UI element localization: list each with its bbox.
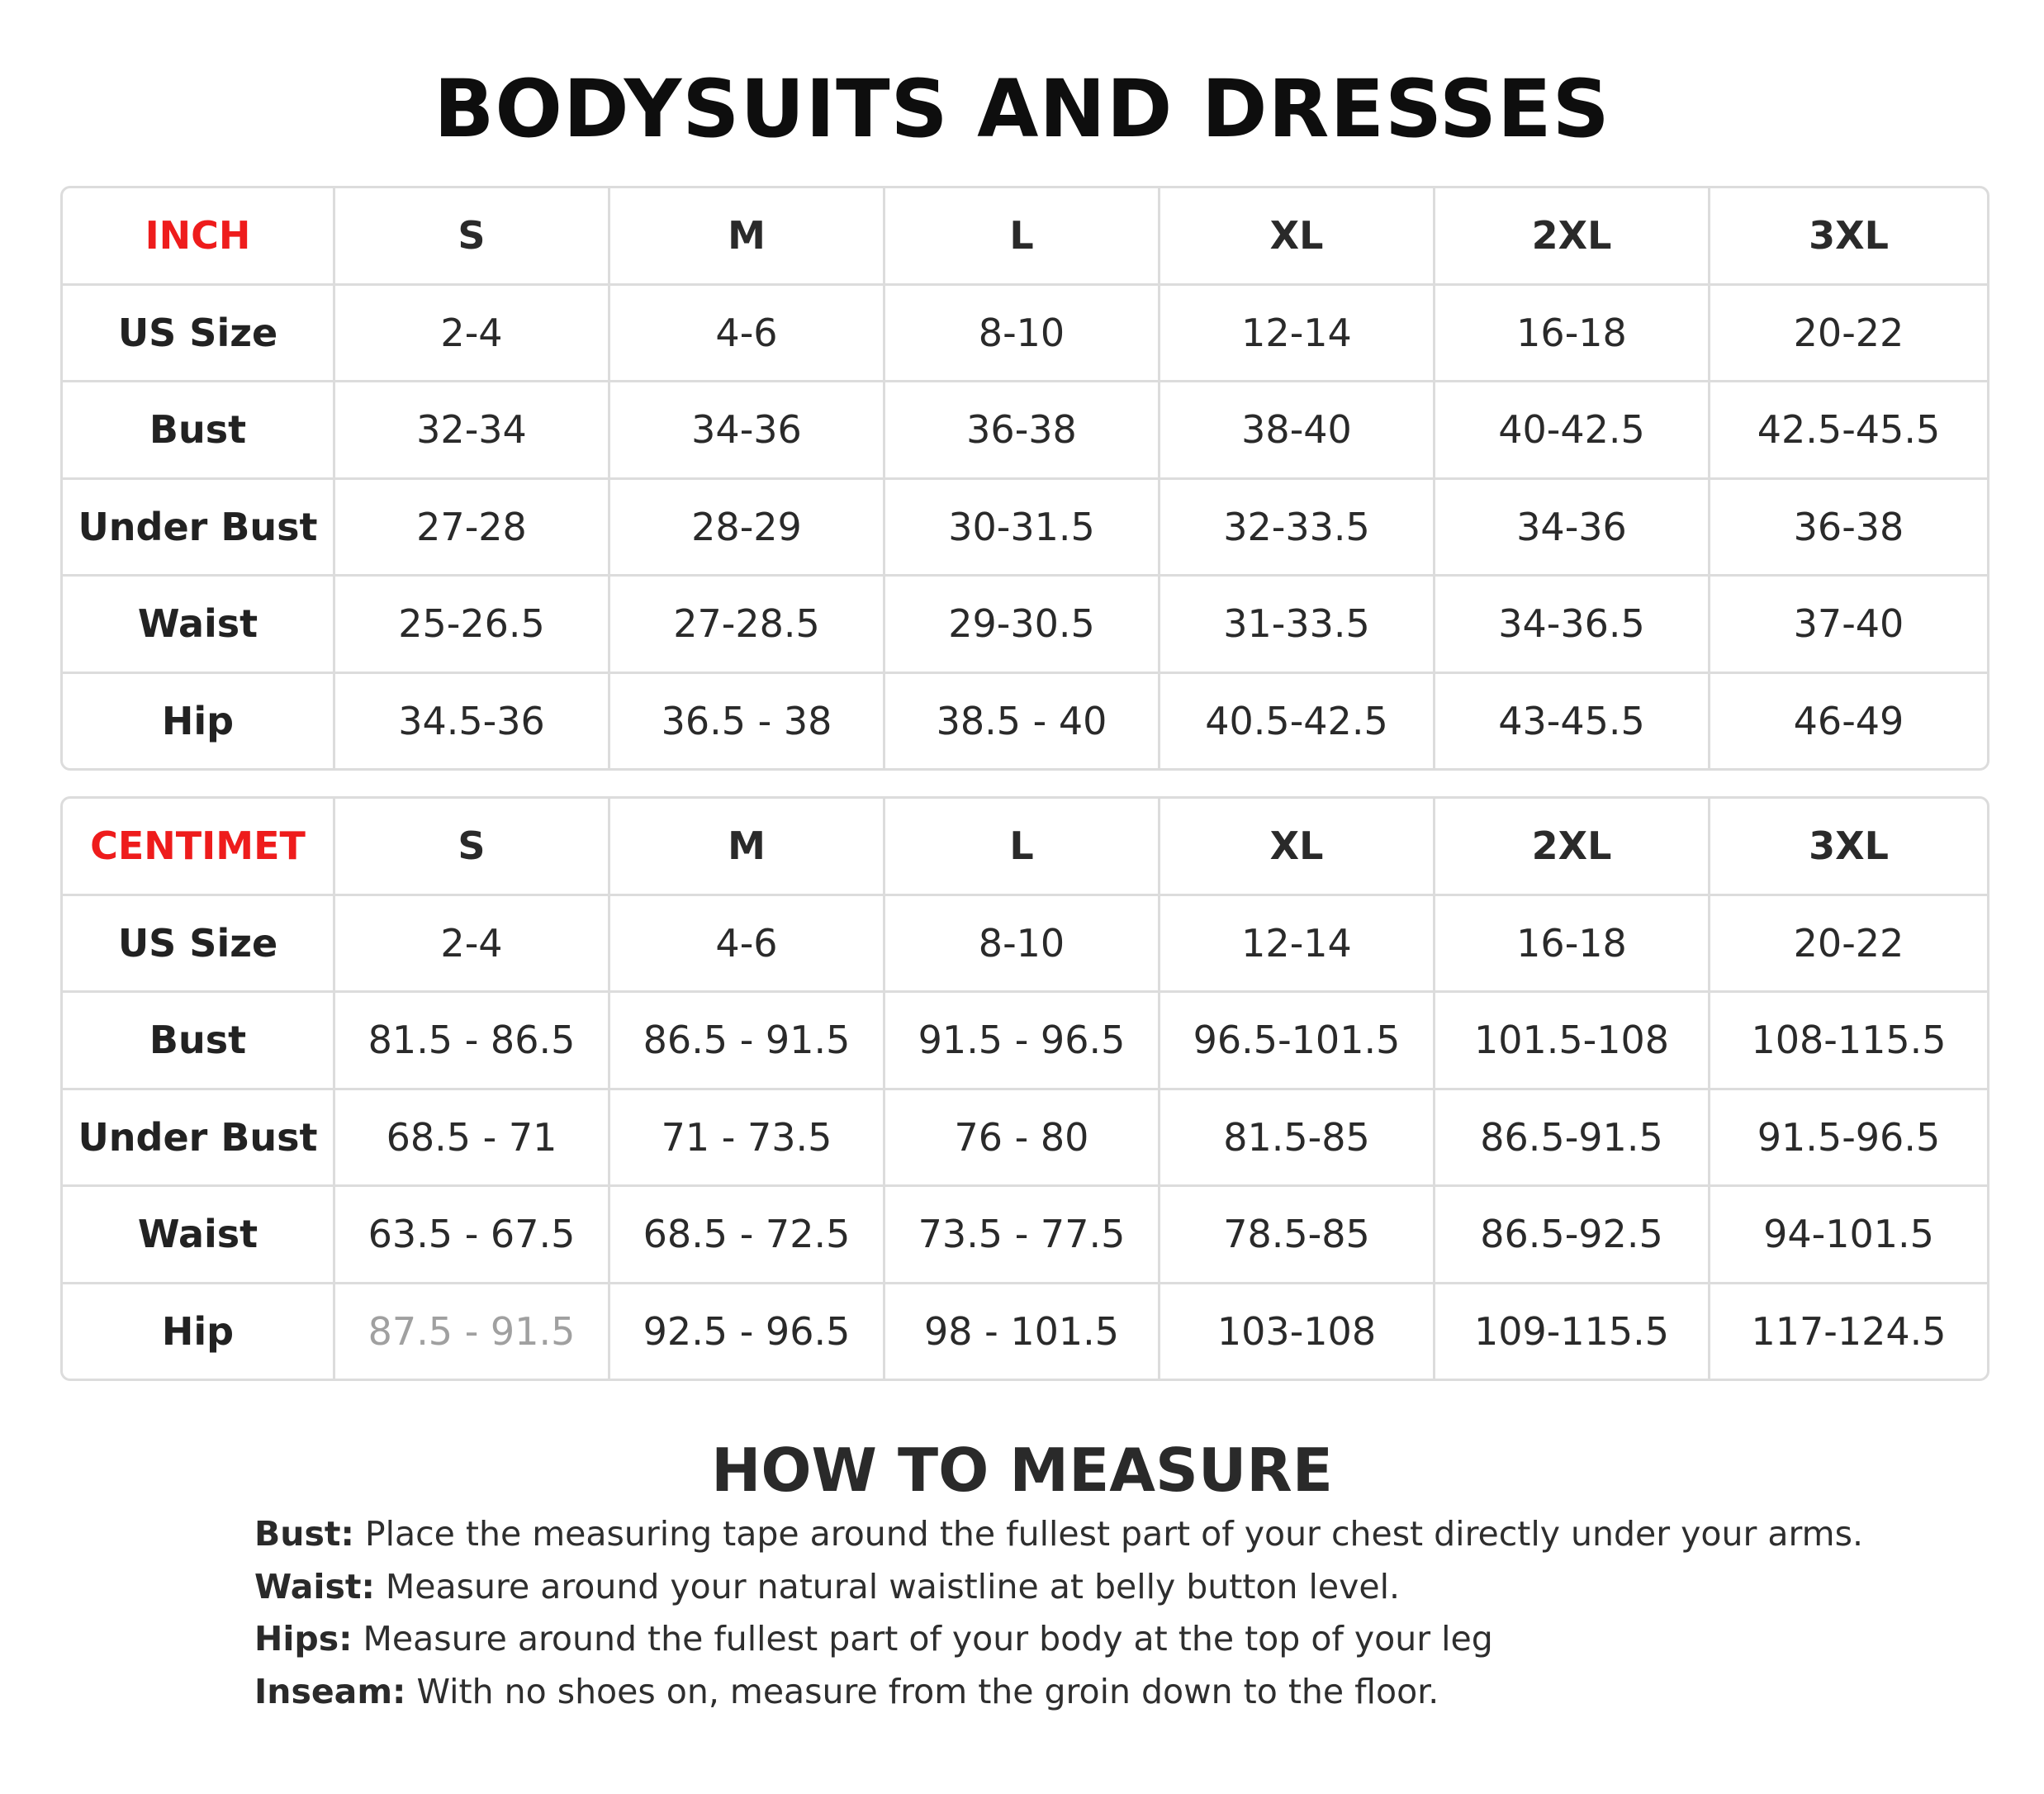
table-cell: 68.5 - 72.5: [610, 1187, 885, 1284]
how-to-measure-list: [254, 1508, 1989, 1718]
table-cell: 68.5 - 71: [335, 1090, 610, 1188]
table-cell: 86.5-91.5: [1435, 1090, 1710, 1188]
table-row: [63, 1090, 1987, 1188]
table-cell: 16-18: [1435, 286, 1710, 383]
size-header-xl: XL: [1160, 799, 1435, 896]
measure-text: Place the measuring tape around the fullest part of your chest directly under your arms.: [353, 1514, 1863, 1554]
table-cell: 40-42.5: [1435, 382, 1710, 480]
table-cell: 34.5-36: [335, 674, 610, 769]
table-row: [63, 993, 1987, 1090]
table-cell: 40.5-42.5: [1160, 674, 1435, 769]
measure-text: Measure around your natural waistline at belly button level.: [374, 1566, 1401, 1607]
table-cell: 43-45.5: [1435, 674, 1710, 769]
how-to-measure-title: HOW TO MEASURE: [711, 1436, 1333, 1505]
measure-instruction-inseam: [254, 1666, 1989, 1719]
table-cell: 31-33.5: [1160, 577, 1435, 674]
table-cell: 27-28: [335, 480, 610, 577]
table-cell: 78.5-85: [1160, 1187, 1435, 1284]
table-cell: 117-124.5: [1751, 1308, 1947, 1354]
measure-instruction-hips: [254, 1613, 1989, 1666]
inch-unit-label: INCH: [63, 188, 335, 286]
row-label-waist: Waist: [63, 1187, 335, 1284]
table-cell: 46-49: [1793, 698, 1904, 743]
row-label-us-size: US Size: [63, 896, 335, 994]
table-cell: 94-101.5: [1710, 1187, 1987, 1284]
table-cell: 8-10: [885, 286, 1160, 383]
size-header-l: L: [885, 799, 1160, 896]
size-header-xl: XL: [1160, 188, 1435, 286]
cm-header-row: [63, 799, 1987, 896]
measure-instruction-bust: [254, 1508, 1989, 1561]
row-label-under-bust: Under Bust: [63, 1090, 335, 1188]
table-cell: 12-14: [1160, 286, 1435, 383]
table-cell: 8-10: [885, 896, 1160, 994]
table-cell: 109-115.5: [1435, 1284, 1710, 1379]
table-row: [63, 480, 1987, 577]
size-header-m: M: [610, 188, 885, 286]
row-label-bust: Bust: [63, 382, 335, 480]
table-cell: 34-36: [1435, 480, 1710, 577]
measure-term: Waist:: [254, 1566, 375, 1607]
table-cell: 2-4: [335, 286, 610, 383]
size-header-s: S: [335, 188, 610, 286]
row-label-hip: Hip: [63, 674, 335, 769]
table-row: [63, 896, 1987, 994]
table-cell: 76 - 80: [885, 1090, 1160, 1188]
size-header-3xl: 3XL: [1710, 799, 1987, 896]
table-cell: 2-4: [335, 896, 610, 994]
table-row: [63, 577, 1987, 674]
size-header-3xl: 3XL: [1710, 188, 1987, 286]
table-cell: 32-33.5: [1160, 480, 1435, 577]
row-label-hip: Hip: [63, 1284, 335, 1379]
table-row: [63, 674, 1987, 769]
table-cell: 86.5 - 91.5: [610, 993, 885, 1090]
table-cell: 36-38: [1710, 480, 1987, 577]
table-cell: 4-6: [610, 896, 885, 994]
row-label-under-bust: Under Bust: [63, 480, 335, 577]
table-cell: 25-26.5: [335, 577, 610, 674]
table-cell: 91.5-96.5: [1710, 1090, 1987, 1188]
table-cell: 34-36.5: [1435, 577, 1710, 674]
table-cell: 16-18: [1435, 896, 1710, 994]
table-cell: 63.5 - 67.5: [335, 1187, 610, 1284]
size-header-2xl: 2XL: [1435, 799, 1710, 896]
table-row: [63, 286, 1987, 383]
table-row: [63, 382, 1987, 480]
table-cell: 37-40: [1710, 577, 1987, 674]
table-cell: 42.5-45.5: [1710, 382, 1987, 480]
table-cell: 92.5 - 96.5: [610, 1284, 885, 1379]
centimeter-size-table: [60, 796, 1989, 1381]
cm-unit-label: CENTIMET: [63, 799, 335, 896]
table-cell: 4-6: [610, 286, 885, 383]
table-cell: 71 - 73.5: [610, 1090, 885, 1188]
table-cell: 28-29: [610, 480, 885, 577]
table-row: [63, 1284, 1987, 1379]
table-cell: 12-14: [1160, 896, 1435, 994]
measure-term: Bust:: [254, 1514, 354, 1554]
table-cell: 81.5-85: [1160, 1090, 1435, 1188]
table-cell: 73.5 - 77.5: [885, 1187, 1160, 1284]
size-header-m: M: [610, 799, 885, 896]
table-cell: 30-31.5: [885, 480, 1160, 577]
table-cell: 36.5 - 38: [610, 674, 885, 769]
table-cell: 101.5-108: [1435, 993, 1710, 1090]
table-cell: 81.5 - 86.5: [335, 993, 610, 1090]
table-cell: 98 - 101.5: [885, 1284, 1160, 1379]
size-header-2xl: 2XL: [1435, 188, 1710, 286]
table-cell: 29-30.5: [885, 577, 1160, 674]
table-cell: 87.5 - 91.5: [335, 1284, 610, 1379]
table-row: [63, 1187, 1987, 1284]
table-cell: 32-34: [335, 382, 610, 480]
table-cell: 20-22: [1710, 286, 1987, 383]
inch-header-row: [63, 188, 1987, 286]
measure-text: Measure around the fullest part of your body at the top of your leg: [352, 1619, 1493, 1659]
table-cell: 91.5 - 96.5: [885, 993, 1160, 1090]
measure-term: Hips:: [254, 1619, 353, 1659]
measure-instruction-waist: [254, 1561, 1989, 1614]
table-cell: 27-28.5: [610, 577, 885, 674]
table-cell: 34-36: [610, 382, 885, 480]
row-label-waist: Waist: [63, 577, 335, 674]
table-cell: 103-108: [1160, 1284, 1435, 1379]
inch-size-table: [60, 186, 1989, 771]
table-cell: 38.5 - 40: [885, 674, 1160, 769]
page-title: BODYSUITS AND DRESSES: [434, 63, 1610, 155]
size-header-s: S: [335, 799, 610, 896]
size-header-l: L: [885, 188, 1160, 286]
table-cell: 20-22: [1710, 896, 1987, 994]
table-cell: 108-115.5: [1710, 993, 1987, 1090]
table-cell: 36-38: [885, 382, 1160, 480]
table-cell: 86.5-92.5: [1435, 1187, 1710, 1284]
row-label-bust: Bust: [63, 993, 335, 1090]
measure-text: With no shoes on, measure from the groin down to the floor.: [405, 1671, 1439, 1711]
table-cell: 38-40: [1160, 382, 1435, 480]
row-label-us-size: US Size: [63, 286, 335, 383]
table-cell: 96.5-101.5: [1160, 993, 1435, 1090]
measure-term: Inseam:: [254, 1671, 406, 1711]
